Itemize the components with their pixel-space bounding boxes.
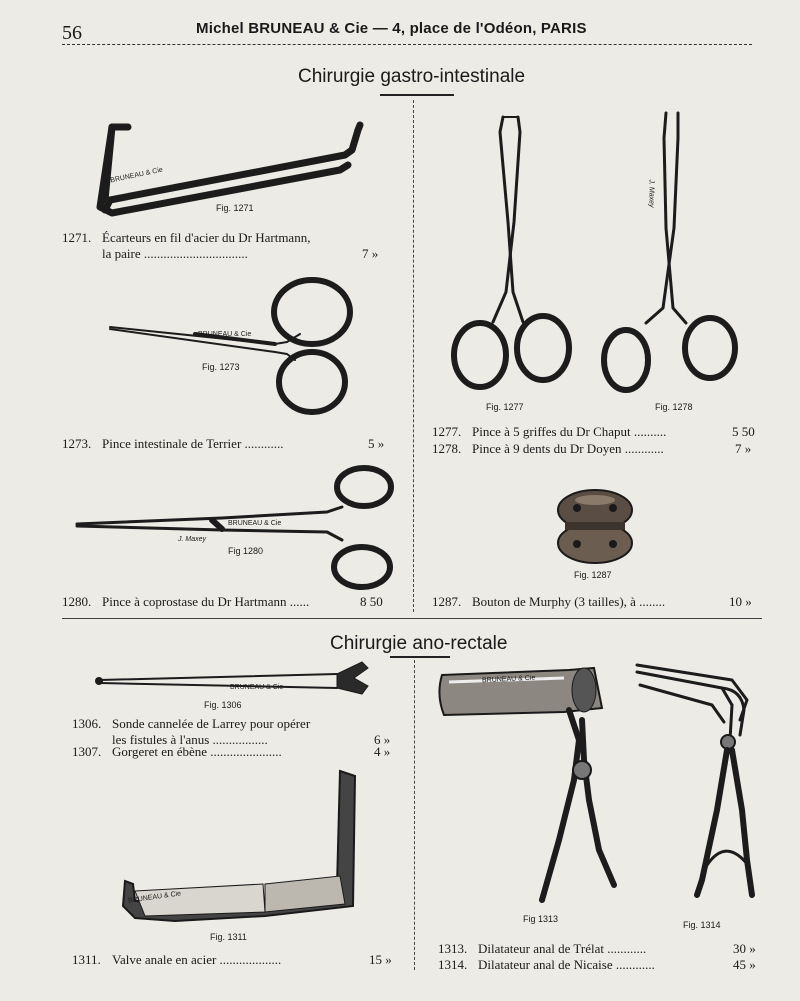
- price-1280: 8 50: [360, 594, 383, 609]
- column-divider: [413, 100, 414, 612]
- engraving-mark: BRUNEAU & Cie: [481, 674, 536, 685]
- price-1311: 15 »: [369, 952, 392, 967]
- catalog-item-1287: 1287. Bouton de Murphy (3 tailles), à ........: [432, 594, 666, 609]
- price-1277: 5 50: [732, 424, 755, 439]
- catalog-item-1311: 1311. Valve anale en acier ...................: [72, 952, 282, 967]
- price-1314: 45 »: [733, 957, 756, 972]
- catalog-item-1306: 1306. Sonde cannelée de Larrey pour opérer les fistules à l'anus .................: [72, 716, 311, 747]
- catalog-item-1280: 1280. Pince à coprostase du Dr Hartmann ......: [62, 594, 310, 609]
- section-underline: [380, 94, 454, 96]
- price-1313: 30 »: [733, 941, 756, 956]
- column-divider: [414, 660, 415, 970]
- catalog-item-1271: 1271. Écarteurs en fil d'acier du Dr Hartmann, la paire ................................: [62, 230, 311, 261]
- murphy-button-illustration: [555, 488, 640, 568]
- catalog-item-1278: 1278. Pince à 9 dents du Dr Doyen ............: [432, 441, 664, 456]
- catalog-item-1313: 1313. Dilatateur anal de Trélat ............: [438, 941, 647, 956]
- catalog-item-1314: 1314. Dilatateur anal de Nicaise ............: [438, 957, 655, 972]
- header-rule: [62, 44, 752, 45]
- fig-label-1314: Fig. 1314: [683, 920, 721, 930]
- engraving-mark: BRUNEAU & Cie: [228, 520, 282, 527]
- catalog-item-1273: 1273. Pince intestinale de Terrier ............: [62, 436, 284, 451]
- forceps-1278-illustration: [598, 108, 748, 398]
- dilator-1314-illustration: [632, 660, 772, 920]
- page-number: 56: [62, 22, 82, 44]
- section-title-ano-rectal: Chirurgie ano-rectale: [330, 633, 508, 654]
- section-title-gastro: Chirurgie gastro-intestinale: [298, 66, 526, 87]
- catalog-item-1307: 1307. Gorgeret en ébène ......................: [72, 744, 282, 759]
- fig-label-1287: Fig. 1287: [574, 570, 612, 580]
- price-1273: 5 »: [368, 436, 385, 451]
- fig-label-1271: Fig. 1271: [216, 203, 254, 213]
- dilator-1313-illustration: [434, 660, 624, 910]
- engraving-mark: BRUNEAU & Cie: [198, 331, 252, 338]
- engraving-mark: BRUNEAU & Cie: [109, 166, 164, 185]
- fig-label-1306: Fig. 1306: [204, 700, 242, 710]
- fig-label-1311: Fig. 1311: [210, 932, 247, 942]
- fig-label-1273: Fig. 1273: [202, 362, 240, 372]
- price-1287: 10 »: [729, 594, 752, 609]
- price-1271: 7 »: [362, 246, 379, 261]
- engraving-mark: BRUNEAU & Cie: [230, 684, 284, 691]
- section-underline: [390, 656, 450, 658]
- fig-label-1313: Fig 1313: [523, 914, 559, 924]
- probe-1306-illustration: [92, 656, 377, 701]
- anal-valve-1311-illustration: [115, 766, 365, 931]
- price-1306: 6 »: [374, 732, 391, 747]
- clamp-1273-illustration: [105, 272, 355, 422]
- price-1278: 7 »: [735, 441, 752, 456]
- fig-label-1280: Fig 1280: [228, 546, 264, 556]
- clamp-1280-illustration: [72, 462, 402, 592]
- forceps-1277-illustration: [448, 112, 578, 402]
- price-1307: 4 »: [374, 744, 391, 759]
- maker-mark: J. Maxey: [647, 179, 655, 208]
- section-divider: [62, 618, 762, 619]
- fig-label-1278: Fig. 1278: [655, 402, 693, 412]
- maker-mark: J. Maxey: [178, 536, 207, 543]
- fig-label-1277: Fig. 1277: [486, 402, 524, 412]
- catalog-item-1277: 1277. Pince à 5 griffes du Dr Chaput ..........: [432, 424, 667, 439]
- page-header: Michel BRUNEAU & Cie — 4, place de l'Odéon, PARIS: [196, 20, 587, 37]
- engraving-mark: BRUNEAU & Cie: [127, 890, 182, 905]
